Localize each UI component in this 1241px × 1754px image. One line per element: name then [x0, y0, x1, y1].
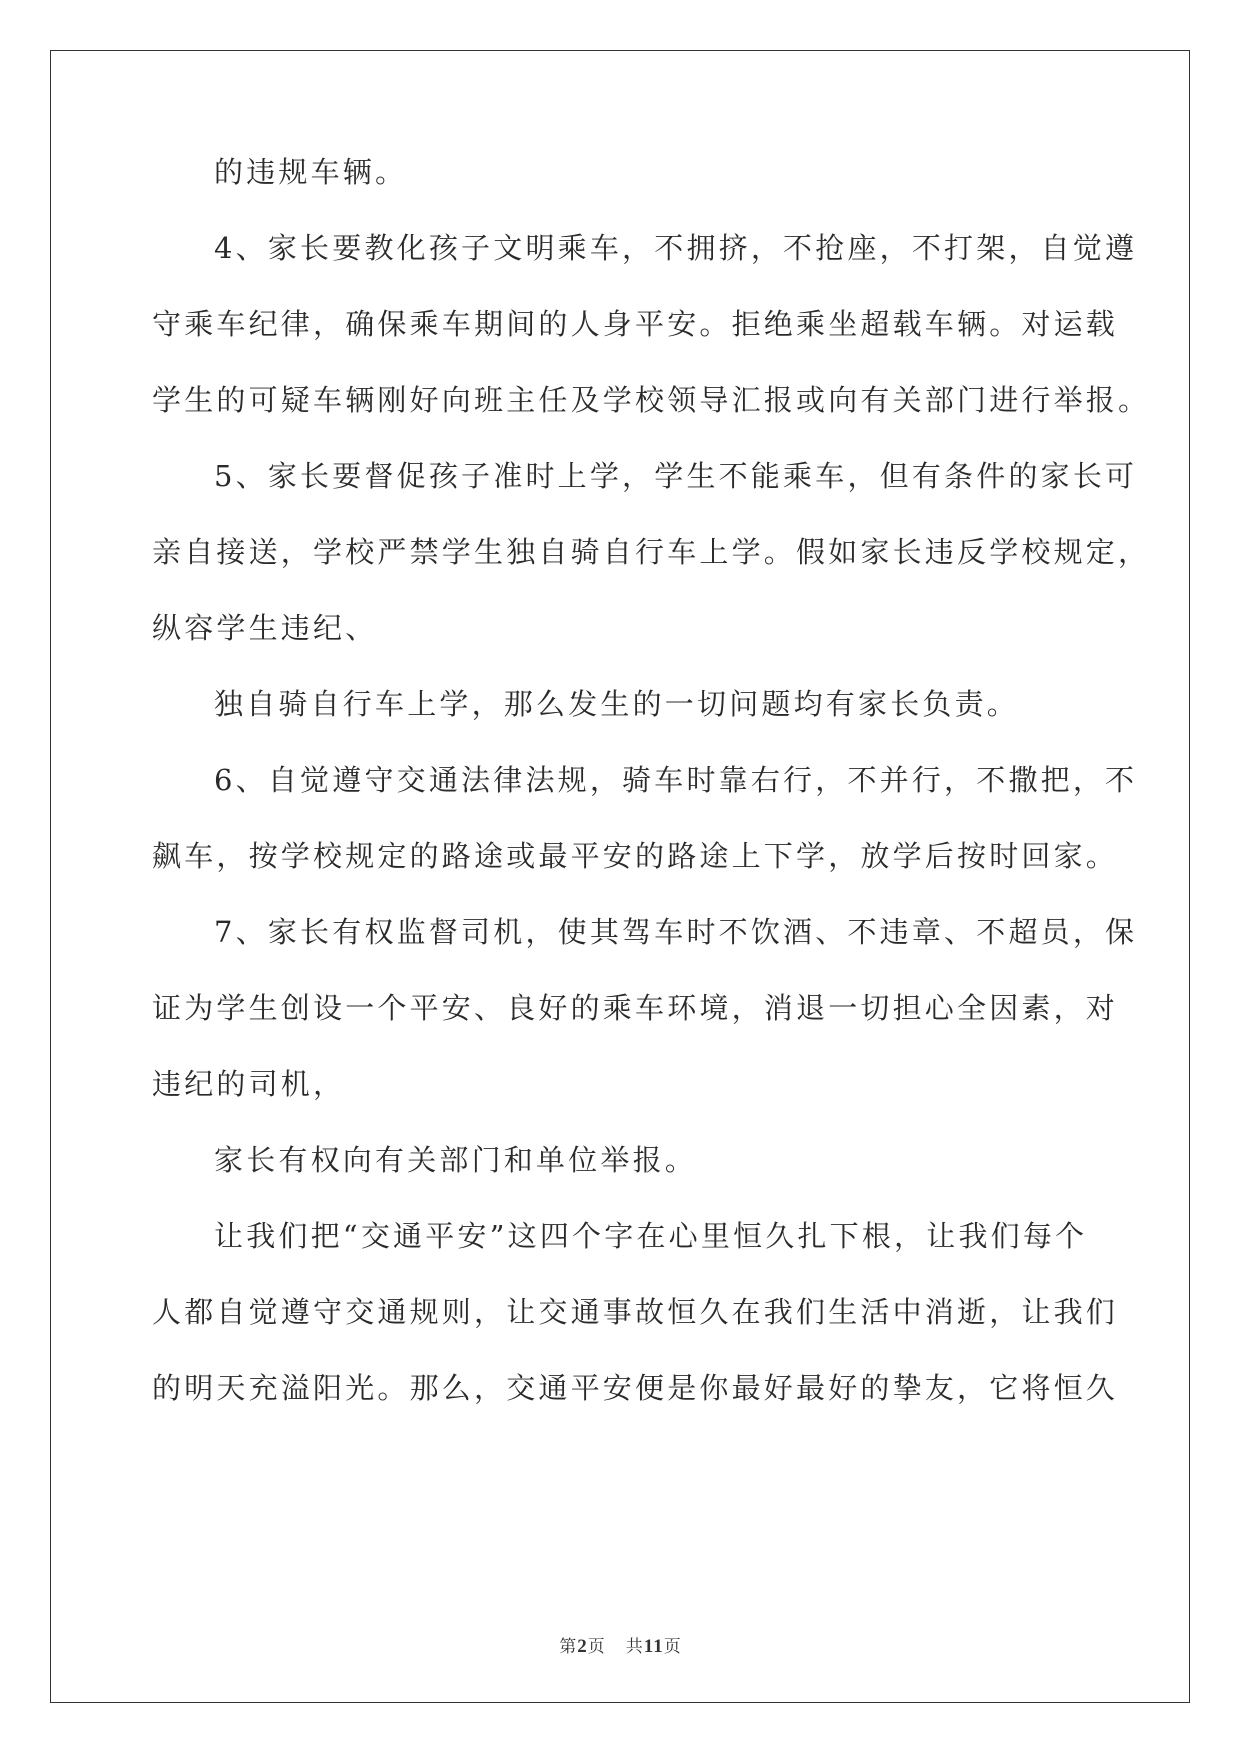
- text-line: 6、自觉遵守交通法律法规，骑车时靠右行，不并行，不撒把，不: [214, 763, 1138, 797]
- text-line: 的违规车辆。: [214, 155, 408, 189]
- text-line: 学生的可疑车辆刚好向班主任及学校领导汇报或向有关部门进行举报。: [152, 383, 1151, 417]
- text-line: 守乘车纪律，确保乘车期间的人身平安。拒绝乘坐超载车辆。对运载: [152, 307, 1119, 341]
- text-line: 的明天充溢阳光。那么，交通平安便是你最好最好的挚友，它将恒久: [152, 1371, 1119, 1405]
- total-pages: 11: [643, 1636, 664, 1657]
- text-line: 飙车，按学校规定的路途或最平安的路途上下学，放学后按时回家。: [152, 839, 1119, 873]
- text-line: 独自骑自行车上学，那么发生的一切问题均有家长负责。: [214, 687, 1020, 721]
- text-line: 家长有权向有关部门和单位举报。: [214, 1143, 698, 1177]
- page-footer: [0, 1632, 1241, 1658]
- text-line: 5、家长要督促孩子准时上学，学生不能乘车，但有条件的家长可: [214, 459, 1138, 493]
- page-label-suffix: 页: [587, 1637, 606, 1657]
- text-line: 让我们把“交通平安”这四个字在心里恒久扎下根，让我们每个: [214, 1219, 1088, 1253]
- text-line: 纵容学生违纪、: [152, 611, 378, 645]
- page-border: [50, 50, 1190, 1703]
- text-line: 7、家长有权监督司机，使其驾车时不饮酒、不违章、不超员，保: [214, 915, 1138, 949]
- text-line: 违纪的司机，: [152, 1067, 346, 1101]
- text-line: 人都自觉遵守交通规则，让交通事故恒久在我们生活中消逝，让我们: [152, 1295, 1119, 1329]
- total-label-suffix: 页: [663, 1637, 682, 1657]
- text-line: 4、家长要教化孩子文明乘车，不拥挤，不抢座，不打架，自觉遵: [214, 231, 1138, 265]
- total-label-prefix: 共: [625, 1637, 644, 1657]
- text-line: 亲自接送，学校严禁学生独自骑自行车上学。假如家长违反学校规定，: [152, 535, 1151, 569]
- page-label-prefix: 第: [559, 1637, 578, 1657]
- text-line: 证为学生创设一个平安、良好的乘车环境，消退一切担心全因素，对: [152, 991, 1119, 1025]
- page-number: 2: [577, 1636, 588, 1657]
